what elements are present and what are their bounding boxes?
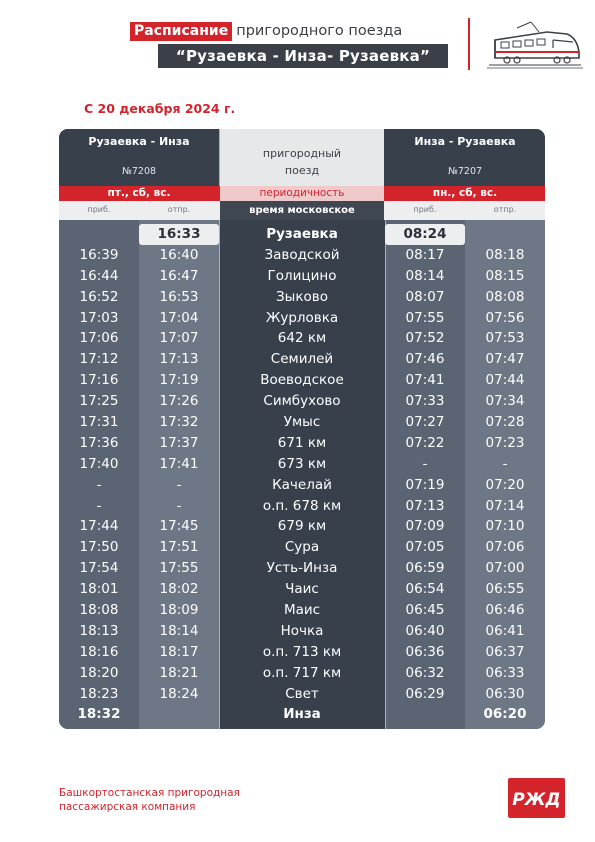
left-arrival-cell: 17:54 — [79, 560, 119, 577]
header-left-train — [59, 129, 219, 186]
right-departure-cell: 07:00 — [485, 560, 525, 577]
right-departure-cell: 07:56 — [485, 309, 525, 326]
rzd-logo-icon — [508, 778, 565, 818]
table-row — [59, 600, 545, 621]
right-arrival-cell: 06:54 — [405, 581, 445, 598]
table-row — [59, 621, 545, 642]
left-arrival-cell: 17:25 — [79, 393, 119, 410]
right-train-number: №7207 — [447, 166, 483, 177]
left-dep-label: отпр. — [167, 205, 191, 214]
station-name-cell: Воеводское — [260, 372, 344, 389]
right-arrival-cell: 06:45 — [405, 602, 445, 619]
left-arrival-cell: 18:16 — [79, 643, 119, 660]
table-row — [59, 328, 545, 349]
left-arrival-cell: 17:16 — [79, 372, 119, 389]
table-row — [59, 391, 545, 412]
left-arrival-cell: 17:44 — [79, 518, 119, 535]
right-departure-cell: 07:44 — [485, 372, 525, 389]
left-arrival-cell: 16:44 — [79, 267, 119, 284]
station-name-cell: о.п. 717 км — [262, 664, 342, 681]
header-middle — [220, 129, 384, 186]
middle-line1: пригородный — [262, 147, 342, 160]
station-name-cell: Журловка — [265, 309, 339, 326]
left-departure-cell: 17:04 — [159, 309, 199, 326]
right-arrival-cell: 07:05 — [405, 539, 445, 556]
right-arr-label: приб. — [413, 205, 437, 214]
right-arrival-cell: 08:24 — [385, 224, 465, 245]
left-departure-cell: 18:17 — [159, 643, 199, 660]
station-name-cell: о.п. 678 км — [262, 497, 342, 514]
right-arrival-cell: 07:09 — [405, 518, 445, 535]
effective-date: С 20 декабря 2024 г. — [84, 101, 236, 116]
left-arrival-cell: 18:20 — [79, 664, 119, 681]
header-title-rest: пригородного поезда — [236, 23, 403, 39]
periodicity-band — [59, 186, 545, 201]
left-arrival-cell: 17:06 — [79, 330, 119, 347]
middle-line2: поезд — [284, 164, 320, 177]
left-departure-cell: 16:47 — [159, 267, 199, 284]
left-arrival-cell: - — [96, 476, 102, 493]
station-name-cell: 642 км — [277, 330, 327, 347]
station-name-cell: о.п. 713 км — [262, 643, 342, 660]
right-arrival-cell: 06:32 — [405, 664, 445, 681]
right-departure-cell: 06:41 — [485, 622, 525, 639]
right-arrival-cell: 07:33 — [405, 393, 445, 410]
left-departure-cell: 16:53 — [159, 288, 199, 305]
left-departure-cell: 17:37 — [159, 434, 199, 451]
right-direction: Инза - Рузаевка — [414, 135, 516, 148]
left-arrival-cell: 18:08 — [79, 602, 119, 619]
left-departure-cell: 17:26 — [159, 393, 199, 410]
right-arrival-cell: 08:14 — [405, 267, 445, 284]
left-arrival-cell: - — [96, 497, 102, 514]
table-row — [59, 684, 545, 705]
station-name-cell: Свет — [285, 685, 319, 702]
left-train-number: №7208 — [121, 166, 157, 177]
table-row — [59, 454, 545, 475]
table-row — [59, 558, 545, 579]
table-row — [59, 308, 545, 329]
left-departure-cell: 18:21 — [159, 664, 199, 681]
left-direction: Рузаевка - Инза — [88, 135, 190, 148]
left-arrival-cell: 18:23 — [79, 685, 119, 702]
left-departure-cell: - — [176, 476, 182, 493]
right-departure-cell: 07:28 — [485, 414, 525, 431]
table-row — [59, 287, 545, 308]
left-arrival-cell: 17:12 — [79, 351, 119, 368]
table-row — [59, 663, 545, 684]
left-departure-cell: 17:19 — [159, 372, 199, 389]
company-line2: пассажирская компания — [59, 801, 196, 813]
left-arrival-cell: 17:31 — [79, 414, 119, 431]
left-arrival-cell: 17:50 — [79, 539, 119, 556]
station-name-cell: Заводской — [264, 246, 340, 263]
table-row — [59, 433, 545, 454]
header-divider — [468, 18, 470, 70]
left-arrival-cell: 17:40 — [79, 455, 119, 472]
right-arrival-cell: 06:29 — [405, 685, 445, 702]
rzd-logo — [508, 778, 565, 818]
right-departure-cell: 06:30 — [485, 685, 525, 702]
left-departure-cell: 18:24 — [159, 685, 199, 702]
left-arrival-cell: 17:36 — [79, 434, 119, 451]
right-departure-cell: 06:55 — [485, 581, 525, 598]
right-departure-cell: 07:23 — [485, 434, 525, 451]
column-subheaders — [59, 201, 545, 220]
right-departure-cell: 06:46 — [485, 602, 525, 619]
station-name-cell: Семилей — [270, 351, 334, 368]
right-arrival-cell: 06:40 — [405, 622, 445, 639]
right-departure-cell: 08:18 — [485, 246, 525, 263]
station-name-cell: Сура — [284, 539, 320, 556]
left-departure-cell: 18:14 — [159, 622, 199, 639]
rzd-logo-text: РЖД — [512, 790, 561, 810]
left-departure-cell: 17:07 — [159, 330, 199, 347]
left-departure-cell: 16:33 — [139, 224, 219, 245]
station-name-cell: Ночка — [280, 622, 324, 639]
right-arrival-cell: 08:07 — [405, 288, 445, 305]
station-name-cell: Качелай — [272, 476, 332, 493]
left-arrival-cell: 17:03 — [79, 309, 119, 326]
right-arrival-cell: 07:41 — [405, 372, 445, 389]
right-departure-cell: 08:08 — [485, 288, 525, 305]
left-arrival-cell: 18:32 — [77, 706, 121, 723]
right-departure-cell: 07:10 — [485, 518, 525, 535]
right-arrival-cell: 07:22 — [405, 434, 445, 451]
right-departure-cell: 07:06 — [485, 539, 525, 556]
left-arr-label: приб. — [87, 205, 111, 214]
table-row — [59, 537, 545, 558]
right-arrival-cell: 07:19 — [405, 476, 445, 493]
right-departure-cell: 06:33 — [485, 664, 525, 681]
company-name — [59, 786, 240, 814]
left-arrival-cell: 16:52 — [79, 288, 119, 305]
right-arrival-cell: 06:36 — [405, 643, 445, 660]
left-departure-cell: 16:40 — [159, 246, 199, 263]
left-arrival-cell: 18:13 — [79, 622, 119, 639]
left-departure-cell: 17:51 — [159, 539, 199, 556]
table-row — [59, 704, 545, 725]
header-right-train — [385, 129, 545, 186]
right-dep-label: отпр. — [493, 205, 517, 214]
station-name-cell: Маис — [283, 602, 321, 619]
table-row — [59, 224, 545, 245]
station-name-cell: Усть-Инза — [266, 560, 338, 577]
station-name-cell: Чаис — [285, 581, 319, 598]
right-arrival-cell: 07:46 — [405, 351, 445, 368]
right-departure-cell: 07:14 — [485, 497, 525, 514]
left-arrival-cell: 18:01 — [79, 581, 119, 598]
station-name-cell: Голицино — [267, 267, 337, 284]
route-title: “Рузаевка - Инза- Рузаевка” — [158, 44, 448, 68]
table-row — [59, 516, 545, 537]
station-name-cell: 679 км — [277, 518, 327, 535]
table-row — [59, 496, 545, 517]
left-departure-cell: 18:09 — [159, 602, 199, 619]
right-arrival-cell: 07:55 — [405, 309, 445, 326]
left-departure-cell — [139, 704, 219, 725]
station-name-cell: Симбухово — [263, 393, 341, 410]
timetable-rows — [59, 224, 545, 725]
time-zone-label: время московское — [220, 201, 384, 220]
right-departure-cell: 07:34 — [485, 393, 525, 410]
right-departure-cell: 06:20 — [483, 706, 527, 723]
station-name-cell: Инза — [283, 706, 321, 723]
right-arrival-cell: 08:17 — [405, 246, 445, 263]
station-name-cell: 673 км — [277, 455, 327, 472]
right-departure-cell: 08:15 — [485, 267, 525, 284]
left-departure-cell: 17:45 — [159, 518, 199, 535]
periodicity-label: периодичность — [220, 186, 384, 201]
left-departure-cell: 17:41 — [159, 455, 199, 472]
right-arrival-cell: - — [422, 455, 428, 472]
right-departure-cell: 07:20 — [485, 476, 525, 493]
left-arrival-cell — [59, 224, 139, 245]
right-departure-cell: 07:53 — [485, 330, 525, 347]
table-row — [59, 642, 545, 663]
station-name-cell: 671 км — [277, 434, 327, 451]
table-row — [59, 370, 545, 391]
company-line1: Башкортостанская пригородная — [59, 787, 240, 799]
table-row — [59, 245, 545, 266]
station-name-cell: Умыс — [283, 414, 321, 431]
train-icon — [487, 18, 583, 70]
left-departure-cell: 17:55 — [159, 560, 199, 577]
left-departure-cell: 17:13 — [159, 351, 199, 368]
left-days: пт., сб, вс. — [107, 187, 171, 199]
right-arrival-cell: 06:59 — [405, 560, 445, 577]
header-title — [130, 21, 402, 41]
timetable — [59, 129, 545, 729]
left-departure-cell: 18:02 — [159, 581, 199, 598]
right-arrival-cell: 07:13 — [405, 497, 445, 514]
table-row — [59, 579, 545, 600]
table-row — [59, 475, 545, 496]
table-row — [59, 266, 545, 287]
table-row — [59, 349, 545, 370]
left-departure-cell: - — [176, 497, 182, 514]
right-arrival-cell: 07:27 — [405, 414, 445, 431]
right-departure-cell: 06:37 — [485, 643, 525, 660]
right-days: пн., сб, вс. — [432, 187, 498, 199]
right-departure-cell: 07:47 — [485, 351, 525, 368]
right-arrival-cell: 07:52 — [405, 330, 445, 347]
right-departure-cell — [465, 224, 545, 245]
left-departure-cell: 17:32 — [159, 414, 199, 431]
station-name-cell: Рузаевка — [266, 226, 338, 242]
header-badge: Расписание — [130, 22, 232, 41]
table-row — [59, 412, 545, 433]
station-name-cell: Зыково — [276, 288, 328, 305]
right-arrival-cell — [385, 704, 465, 725]
left-arrival-cell: 16:39 — [79, 246, 119, 263]
right-departure-cell: - — [502, 455, 508, 472]
